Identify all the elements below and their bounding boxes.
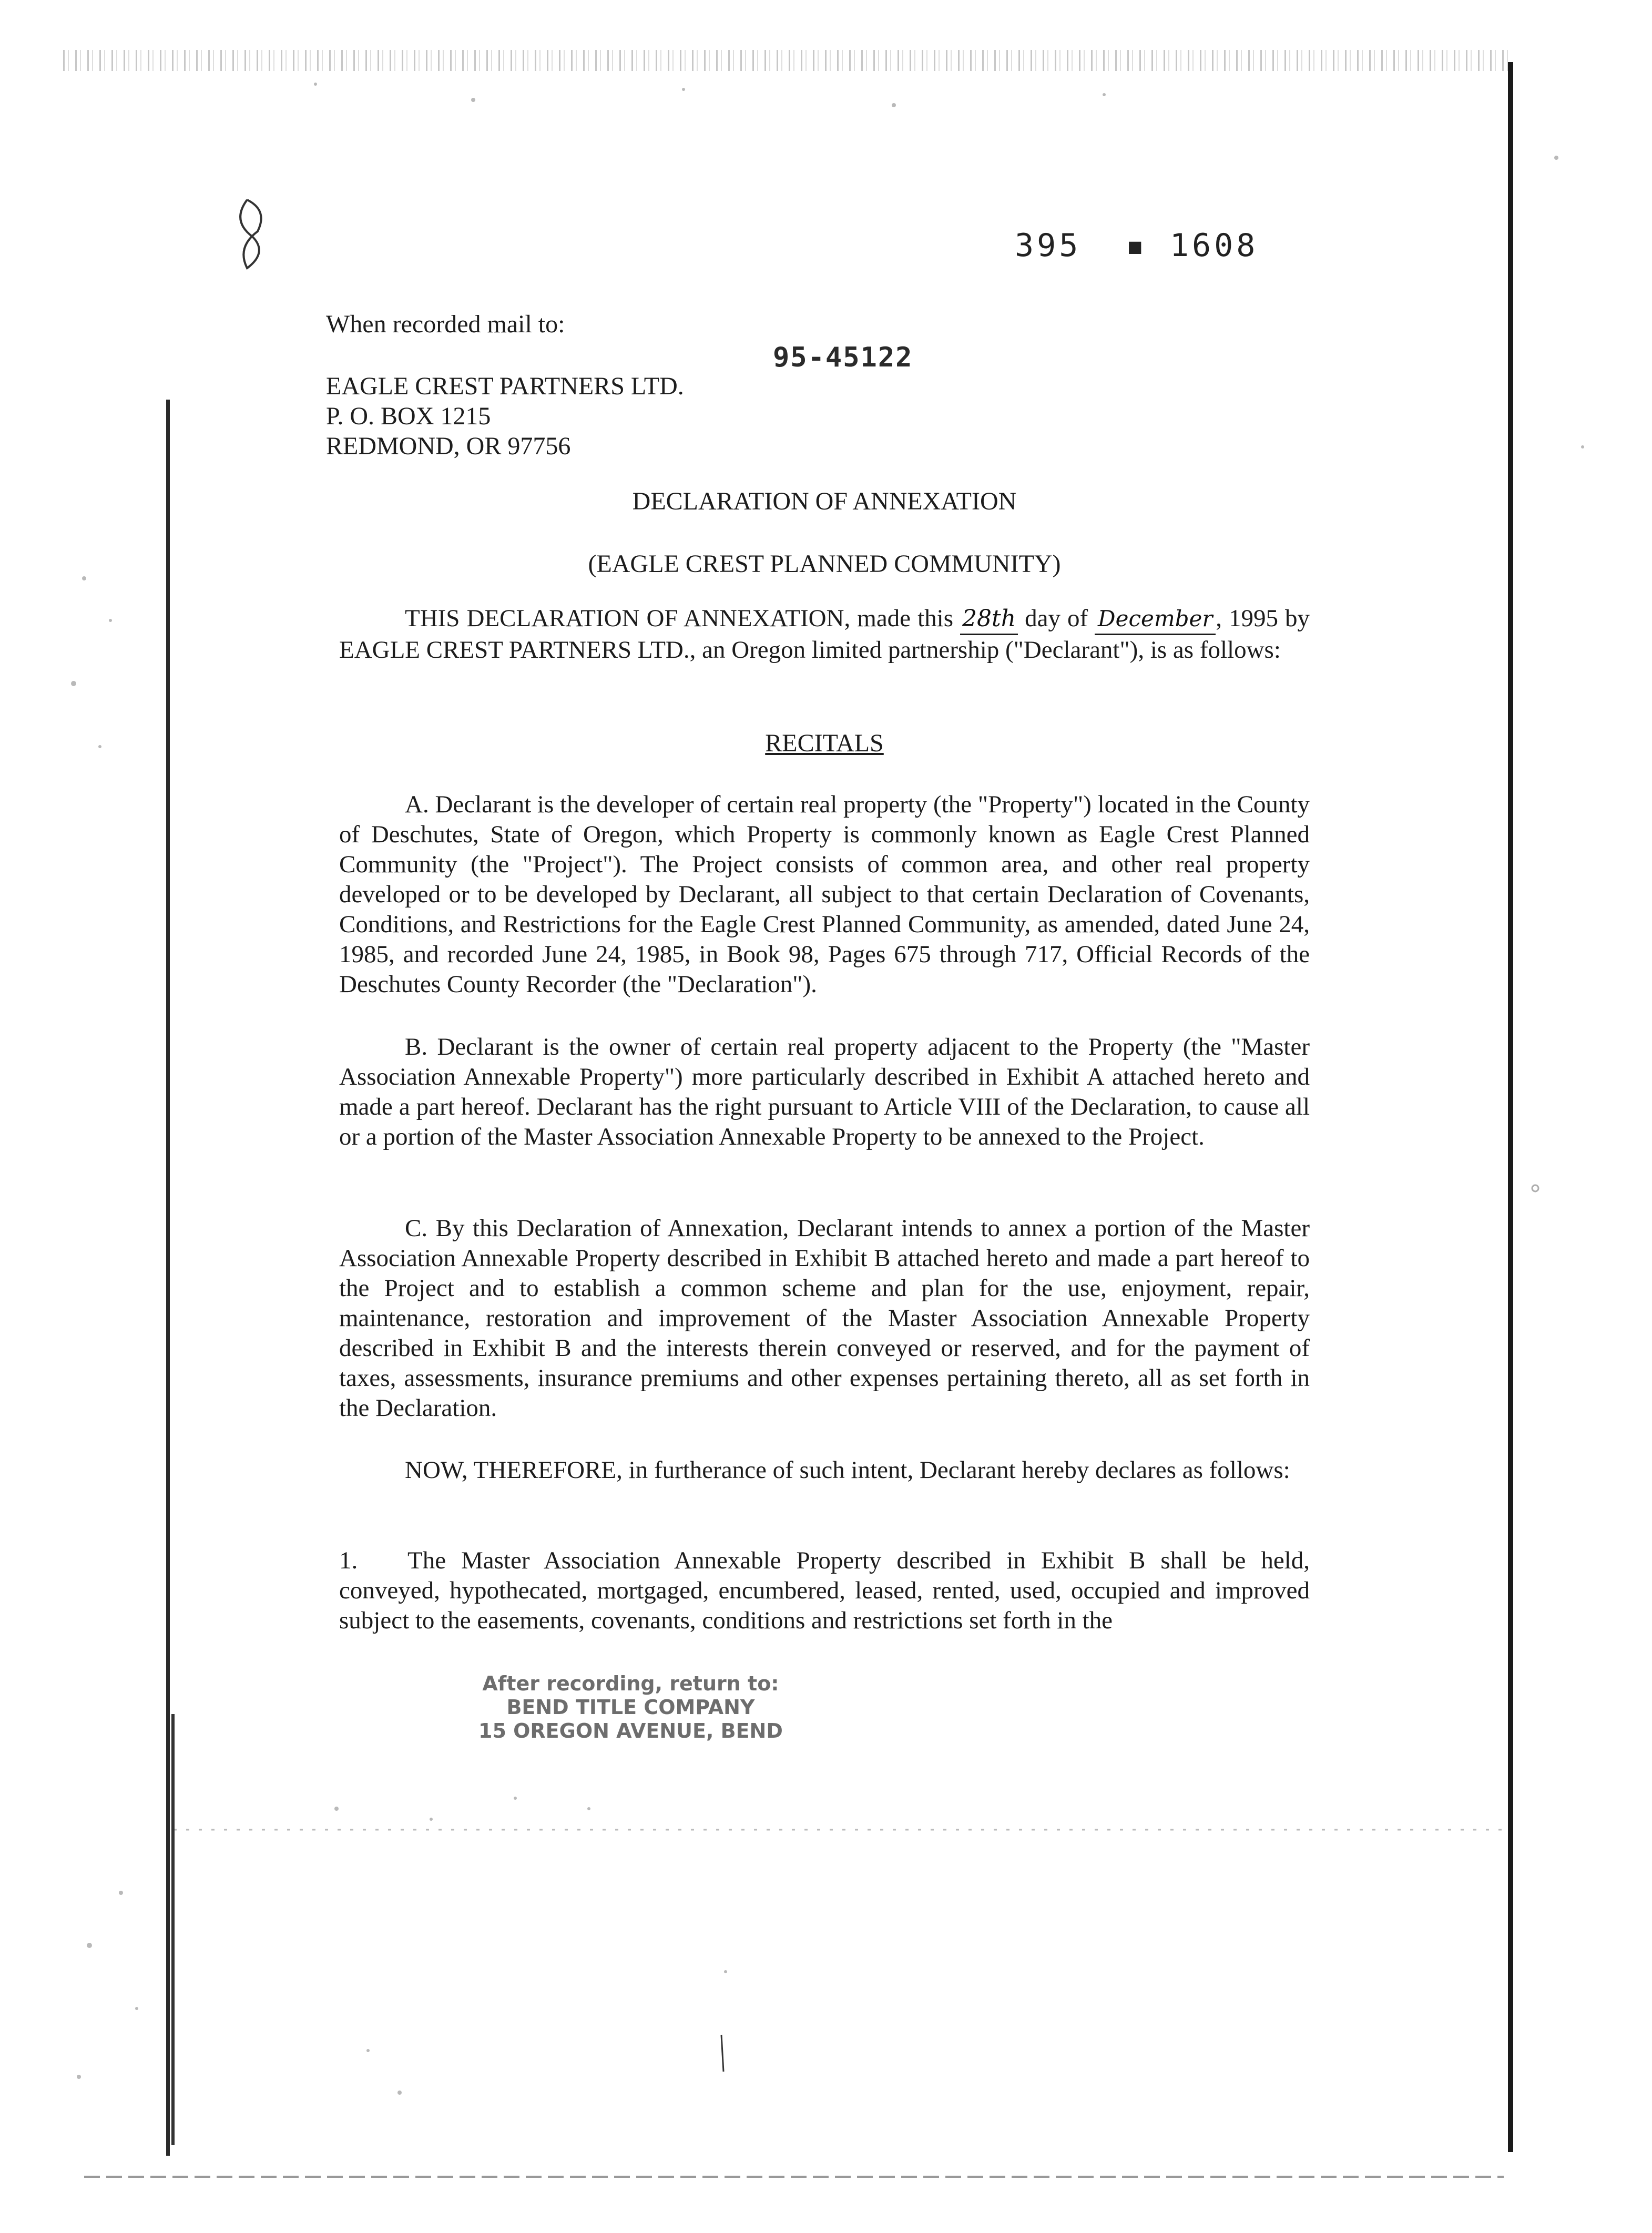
recital-a: A. Declarant is the developer of certain real property (the "Property") located in the County of Deschutes, State of Oregon, which Property is commonly known as Eagle Crest Planned Community (the "Project"). The Project consists of common area, and other real property developed or to be developed by Declarant, all subject to that certain Declaration of Covenants, Conditions, and Restrictions for the Eagle Crest Planned Community, as amended, dated June 24, 1985, and recorded June 24, 1985, in Book 98, Pages 675 through 717, Official Records of the Deschutes County Recorder (the "Declaration"). [339, 791, 1310, 998]
intro-day: 28th [960, 604, 1018, 635]
intro-paragraph [339, 604, 1310, 665]
document-number: 95-45122 [773, 342, 913, 373]
scan-border-right [1508, 62, 1513, 2152]
stamp-line3: 15 OREGON AVENUE, BEND [478, 1719, 783, 1742]
clause-1-text: The Master Association Annexable Property described in Exhibit B shall be held, conveyed, hypothecated, mortgaged, encumbered, leased, rented, used, occupied and improved subject to the easements, covenants, conditions and restrictions set forth in the [339, 1547, 1310, 1634]
mail-to-line3: REDMOND, OR 97756 [326, 432, 571, 460]
clause-1 [339, 1546, 1310, 1636]
intro-month: December [1095, 604, 1216, 635]
recital-b: B. Declarant is the owner of certain real property adjacent to the Property (the "Master Association Annexable Property") more particularly described in Exhibit A attached hereto and made a part hereof. Declarant has the right pursuant to Article VIII of the Declaration, to cause all or a portion of the Master Association Annexable Property to be annexed to the Project. [339, 1033, 1310, 1150]
mail-to-heading: When recorded mail to: [326, 310, 565, 338]
now-therefore-paragraph: NOW, THEREFORE, in furtherance of such intent, Declarant hereby declares as follows: [405, 1456, 1290, 1484]
recital-c: C. By this Declaration of Annexation, Declarant intends to annex a portion of the Master Association Annexable Property described in Exhibit B attached hereto and made a part hereof to the Project and to establish a common scheme and plan for the use, enjoyment, repair, maintenance, restoration and improvement of the Master Association Annexable Property described in Exhibit B and the interests therein conveyed or reserved, and for the payment of taxes, assessments, insurance premiums and other expenses pertaining thereto, all as set forth in the Declaration. [339, 1215, 1310, 1422]
mail-to-line1: EAGLE CREST PARTNERS LTD. [326, 372, 684, 400]
clause-1-number: 1. [339, 1547, 358, 1574]
recitals-heading: RECITALS [765, 729, 884, 757]
stamp-line1: After recording, return to: [482, 1672, 779, 1695]
intro-text-3: , 1995 by EAGLE CREST PARTNERS LTD., an Oregon limited partnership ("Declarant"), is as follows: [339, 605, 1310, 664]
intro-text-1: THIS DECLARATION OF ANNEXATION, made this [405, 605, 953, 632]
intro-text-2: day of [1025, 605, 1088, 632]
scan-border-left [166, 400, 170, 2156]
recording-reference: 395 ▪ 1608 [1015, 227, 1259, 264]
mail-to-line2: P. O. BOX 1215 [326, 402, 491, 430]
stamp-line2: BEND TITLE COMPANY [506, 1696, 755, 1719]
document-subtitle: (EAGLE CREST PLANNED COMMUNITY) [588, 550, 1061, 578]
return-stamp [478, 1672, 783, 1743]
scan-border-left-lower [171, 1714, 175, 2145]
document-title: DECLARATION OF ANNEXATION [632, 487, 1017, 515]
